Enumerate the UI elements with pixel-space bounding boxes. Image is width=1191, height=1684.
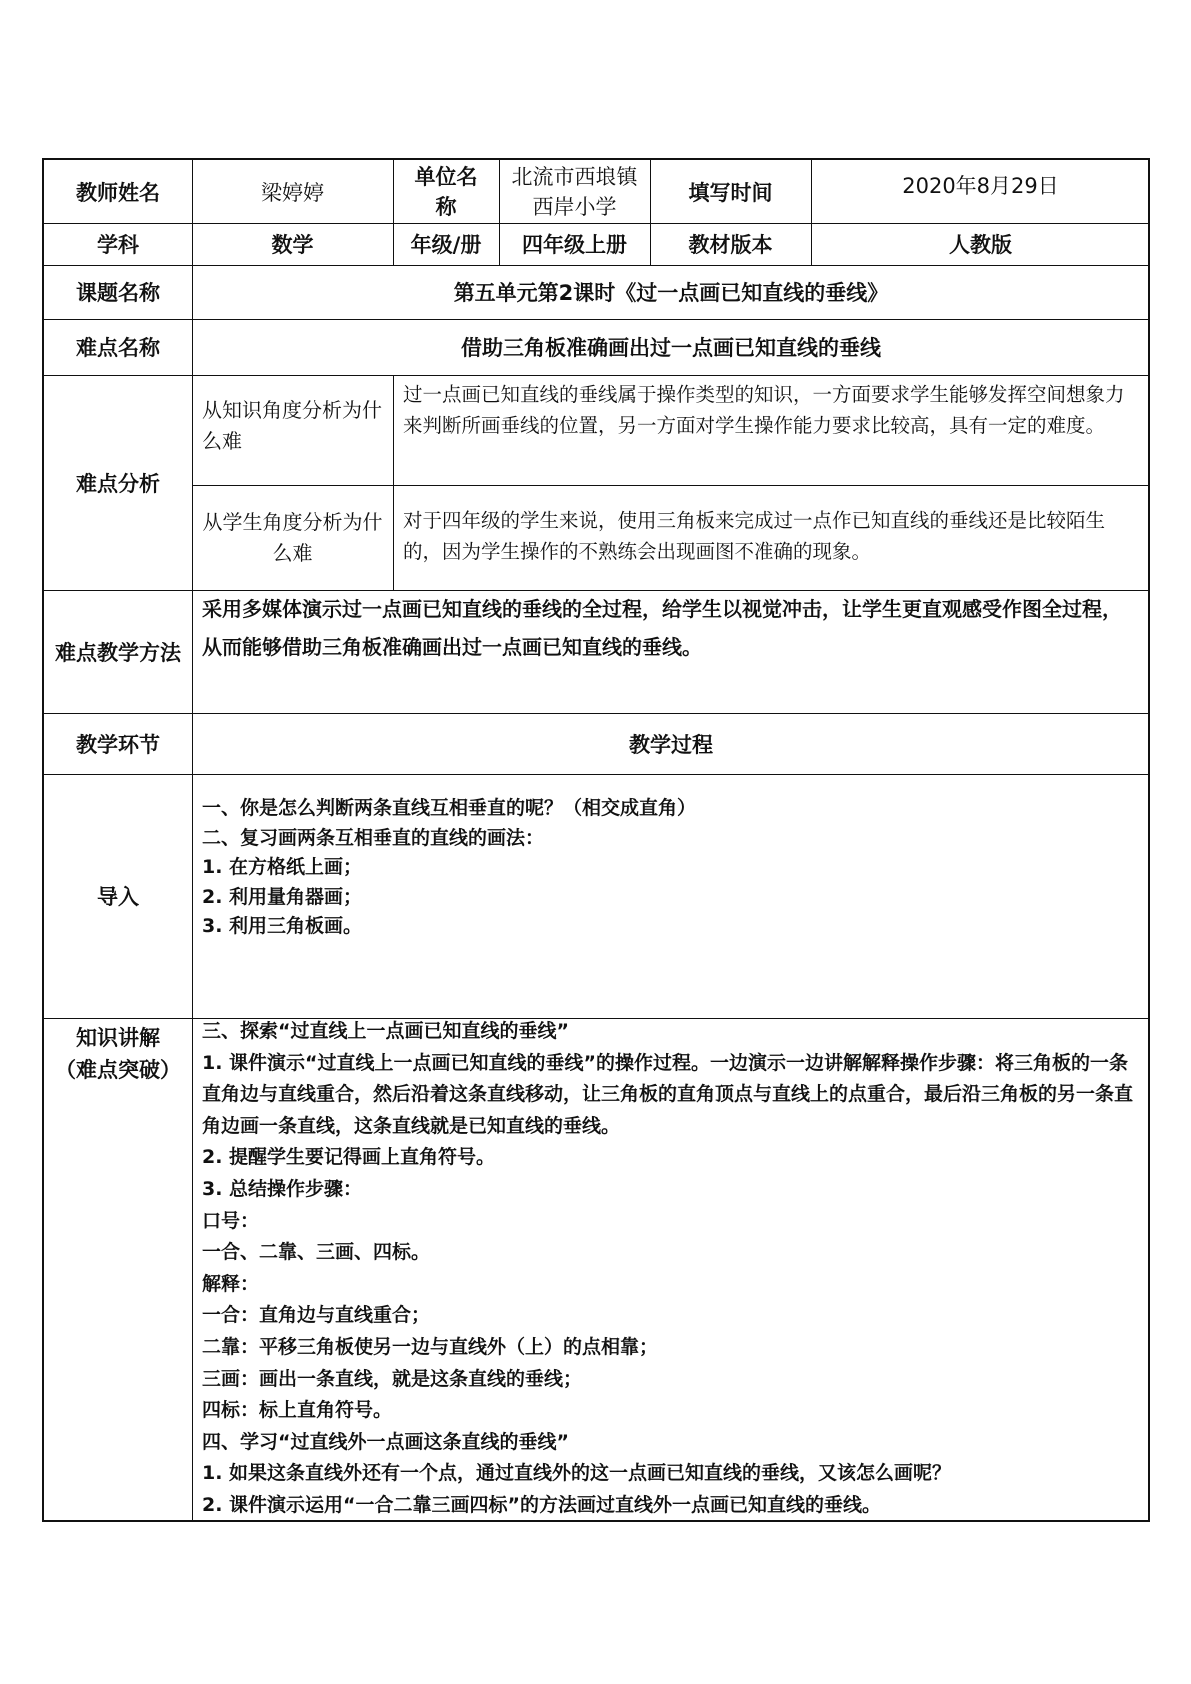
grade-value: 四年级上册 bbox=[522, 233, 627, 257]
date-label: 填写时间 bbox=[688, 180, 773, 205]
difficulty-value: 借助三角板准确画出过一点画已知直线的垂线 bbox=[461, 336, 881, 360]
knowledge-line: 四标：标上直角符号。 bbox=[202, 1399, 393, 1422]
knowledge-line: 1. 课件演示“过直线上一点画已知直线的垂线”的操作过程。一边演示一边讲解解释操作步骤：将三角板的一条直角边与直线重合，然后沿着这条直线移动，让三角板的直角顶点与直线上的点重合，最后沿三角板的另一条直角边画一条直线，这条直线就是已知直线的垂线。 bbox=[202, 1051, 1134, 1137]
knowledge-label-line: （难点突破） bbox=[55, 1058, 181, 1082]
unit-label: 单位名称 bbox=[414, 164, 478, 219]
edition-label: 教材版本 bbox=[688, 233, 773, 257]
knowledge-line: 2. 提醒学生要记得画上直角符号。 bbox=[202, 1146, 496, 1169]
process-value: 教学过程 bbox=[629, 732, 713, 757]
knowledge-angle-label: 从知识角度分析为什么难 bbox=[202, 398, 382, 453]
knowledge-line: 3. 总结操作步骤： bbox=[202, 1177, 363, 1200]
unit-name: 北流市西埌镇西岸小学 bbox=[511, 164, 638, 219]
knowledge-line: 一合、二靠、三画、四标。 bbox=[202, 1241, 431, 1264]
knowledge-line: 一合：直角边与直线重合； bbox=[202, 1304, 431, 1327]
knowledge-line: 口号： bbox=[202, 1209, 260, 1232]
student-angle-text: 对于四年级的学生来说，使用三角板来完成过一点作已知直线的垂线还是比较陌生的，因为学生操作的不熟练会出现画图不准确的现象。 bbox=[403, 509, 1106, 563]
knowledge-line: 1. 如果这条直线外还有一个点，通过直线外的这一点画已知直线的垂线，又该怎么画呢？ bbox=[202, 1462, 952, 1485]
topic-label: 课题名称 bbox=[76, 281, 160, 305]
intro-content bbox=[192, 794, 1150, 1018]
knowledge-line: 二靠：平移三角板使另一边与直线外（上）的点相靠； bbox=[202, 1335, 659, 1358]
intro-line: 1. 在方格纸上画； bbox=[202, 856, 363, 878]
knowledge-line: 四、学习“过直线外一点画这条直线的垂线” bbox=[202, 1430, 569, 1453]
row-divider bbox=[44, 774, 1150, 775]
subject-label: 学科 bbox=[97, 233, 139, 257]
knowledge-label bbox=[44, 1018, 192, 1086]
grade-label: 年级/册 bbox=[410, 233, 482, 257]
teacher-name: 梁婷婷 bbox=[261, 180, 324, 205]
subject-value: 数学 bbox=[271, 233, 314, 257]
intro-line: 一、你是怎么判断两条直线互相垂直的呢？（相交成直角） bbox=[202, 797, 697, 819]
knowledge-line: 解释： bbox=[202, 1272, 260, 1295]
knowledge-label-line: 知识讲解 bbox=[76, 1026, 160, 1050]
process-label: 教学环节 bbox=[76, 732, 160, 757]
method-label: 难点教学方法 bbox=[55, 640, 181, 665]
method-text: 采用多媒体演示过一点画已知直线的垂线的全过程，给学生以视觉冲击，让学生更直观感受作图全过程，从而能够借助三角板准确画出过一点画已知直线的垂线。 bbox=[202, 597, 1122, 659]
date-value: 2020年8月29日 bbox=[902, 174, 1059, 198]
knowledge-angle-text: 过一点画已知直线的垂线属于操作类型的知识，一方面要求学生能够发挥空间想象力来判断所画垂线的位置，另一方面对学生操作能力要求比较高，具有一定的难度。 bbox=[403, 383, 1125, 437]
knowledge-line: 三画：画出一条直线，就是这条直线的垂线； bbox=[202, 1367, 583, 1390]
intro-line: 3. 利用三角板画。 bbox=[202, 915, 363, 937]
intro-line: 2. 利用量角器画； bbox=[202, 885, 363, 908]
knowledge-line: 三、探索“过直线上一点画已知直线的垂线” bbox=[202, 1020, 569, 1042]
analysis-label: 难点分析 bbox=[76, 471, 160, 496]
teacher-label: 教师姓名 bbox=[76, 180, 160, 205]
knowledge-line: 2. 课件演示运用“一合二靠三画四标”的方法画过直线外一点画已知直线的垂线。 bbox=[202, 1493, 882, 1516]
lesson-plan-table bbox=[42, 158, 1150, 1522]
intro-label: 导入 bbox=[97, 885, 139, 909]
knowledge-content bbox=[192, 1016, 1150, 1520]
student-angle-label: 从学生角度分析为什么难 bbox=[202, 509, 383, 565]
edition-value: 人教版 bbox=[949, 233, 1012, 257]
intro-line: 二、复习画两条互相垂直的直线的画法： bbox=[202, 826, 545, 849]
topic-value: 第五单元第2课时《过一点画已知直线的垂线》 bbox=[453, 281, 889, 305]
difficulty-label: 难点名称 bbox=[76, 336, 160, 360]
